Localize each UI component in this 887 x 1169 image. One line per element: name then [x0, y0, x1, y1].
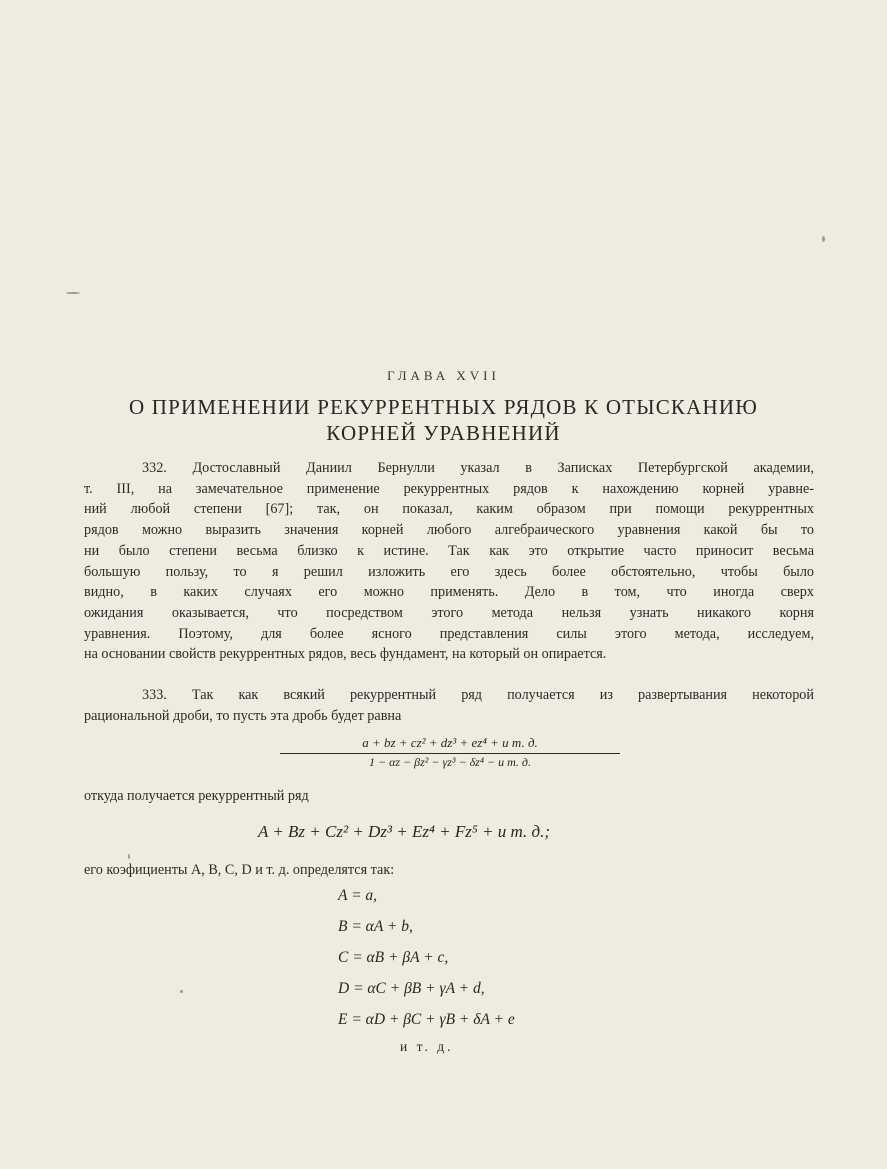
chapter-number: ГЛАВА XVII [387, 368, 500, 383]
coefficients-intro-text: его коэфициенты A, B, C, D и т. д. определятся так: [84, 862, 395, 878]
rational-fraction [280, 735, 620, 770]
text-line: ний любой степени [67]; так, он показал, каким образом при помощи рекуррентных [84, 501, 814, 518]
paragraph-333 [84, 685, 814, 726]
chapter-title [40, 394, 847, 446]
etcetera-text: и т. д. [400, 1039, 454, 1054]
fraction-denominator: 1 − αz − βz² − γz³ − δz⁴ − и т. д. [369, 755, 531, 769]
text-line: 332. Достославный Даниил Бернулли указал в Записках Петербургской академии, [142, 460, 814, 476]
paper-speck [128, 854, 130, 859]
chapter-title-line-1: О ПРИМЕНЕНИИ РЕКУРРЕНТНЫХ РЯДОВ К ОТЫСКАНИЮ [128, 395, 759, 419]
paper-speck [180, 990, 183, 993]
chapter-title-line-2: КОРНЕЙ УРАВНЕНИЙ [326, 421, 561, 445]
series-intro-text: откуда получается рекуррентный ряд [84, 788, 309, 804]
recurrent-series-formula: A + Bz + Cz² + Dz³ + Ez⁴ + Fz⁵ + и т. д.; [258, 822, 551, 841]
fraction-numerator: a + bz + cz² + dz³ + ez⁴ + и т. д. [280, 735, 620, 754]
text-line: видно, в каких случаях его можно применять. Дело в том, что иногда сверх [84, 584, 814, 601]
text-line: рациональной дроби, то пусть эта дробь будет равна [84, 707, 402, 724]
text-line: ни было степени весьма близко к истине. Так как это открытие часто приносит весьма [84, 542, 814, 559]
equation-e: E = αD + βC + γB + δA + e [338, 1011, 515, 1028]
equation-a: A = a, [338, 887, 378, 904]
text-line: ожидания оказывается, что посредством этого метода нельзя узнать никакого корня [84, 604, 814, 621]
equation-c: C = αB + βA + c, [338, 949, 449, 966]
coefficient-equations [338, 880, 515, 1035]
text-line: т. III, на замечательное применение рекуррентных рядов к нахождению корней уравне- [84, 480, 814, 497]
text-line: на основании свойств рекуррентных рядов, весь фундамент, на который он опирается. [84, 646, 607, 663]
text-line: большую пользу, то я решил изложить его здесь более обстоятельно, чтобы было [84, 563, 814, 580]
paper-speck [66, 292, 80, 294]
equation-b: B = αA + b, [338, 918, 413, 935]
text-line: уравнения. Поэтому, для более ясного представления силы этого метода, исследуем, [84, 625, 814, 642]
text-line: 333. Так как всякий рекуррентный ряд получается из развертывания некоторой [142, 687, 814, 703]
paper-speck [822, 236, 825, 242]
text-line: рядов можно выразить значения корней любого алгебраического уравнения какой бы то [84, 522, 814, 539]
equation-d: D = αC + βB + γA + d, [338, 980, 485, 997]
paragraph-332 [84, 458, 814, 665]
